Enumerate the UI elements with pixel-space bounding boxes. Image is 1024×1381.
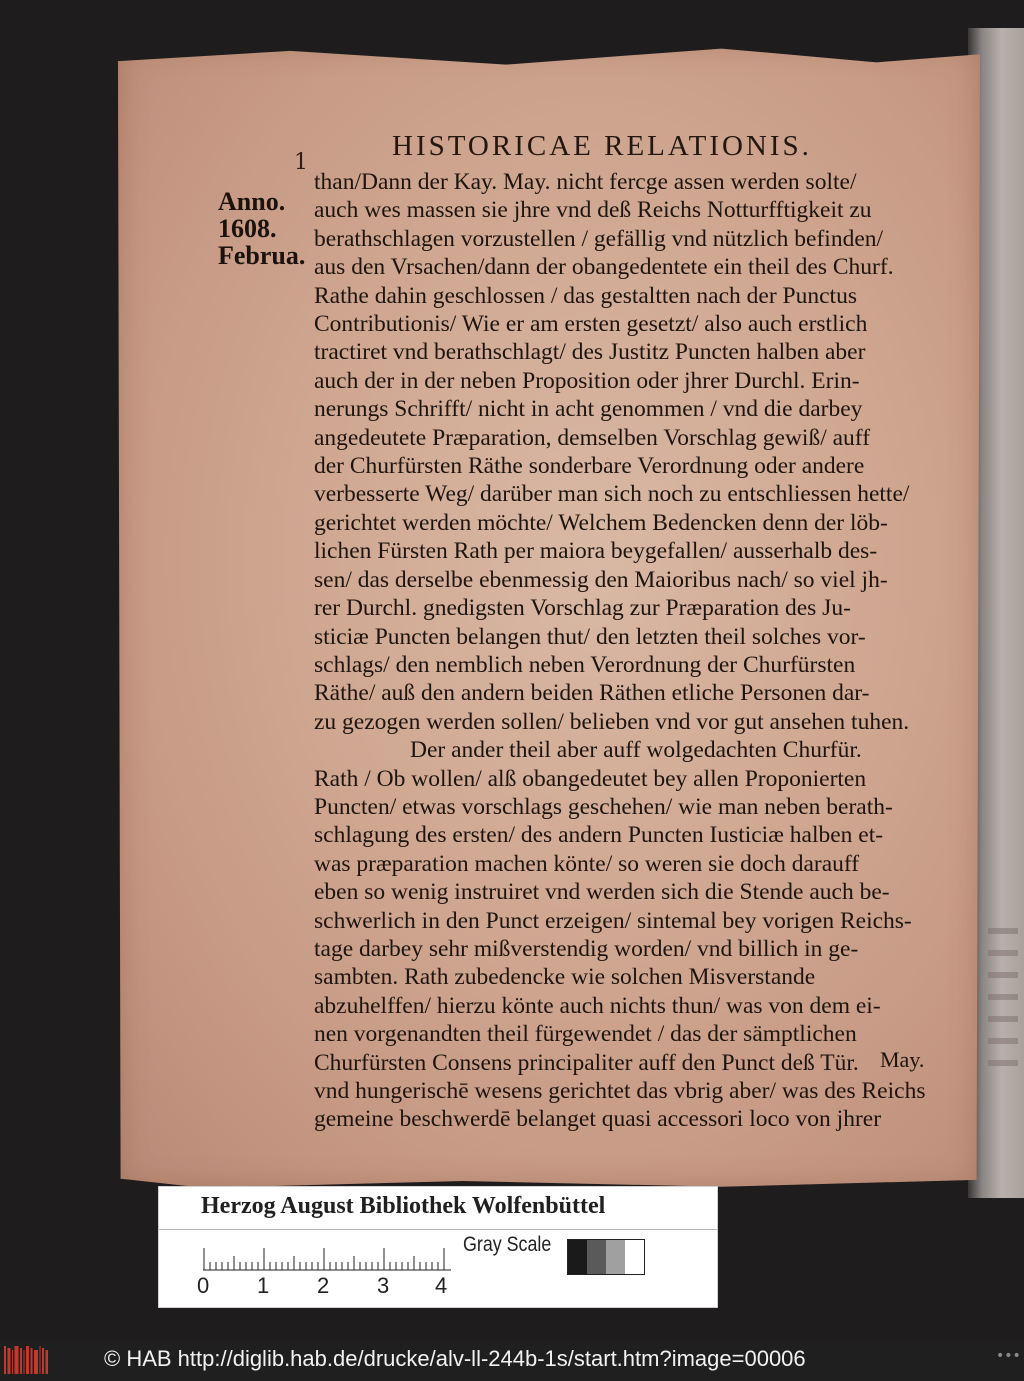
footer-bar: [0, 1340, 1024, 1381]
copyright-url[interactable]: © HAB http://diglib.hab.de/drucke/alv-ll-244b-1s/start.htm?image=00006: [104, 1346, 806, 1371]
running-head: HISTORICAE RELATIONIS.: [392, 130, 812, 162]
text-line: auch der in der neben Proposition oder jhrer Durchl. Erin-: [314, 367, 860, 394]
ruler-label: 2: [317, 1273, 330, 1298]
text-line: Churfürsten Consens principaliter auff den Punct deß Tür.: [314, 1049, 859, 1076]
logo-bar: [34, 1350, 38, 1374]
ruler-scale-icon: [203, 1237, 453, 1271]
text-line: Rathe dahin geschlossen / das gestaltten nach der Punctus: [314, 282, 857, 309]
text-line: sambten. Rath zubedencke wie solchen Misverstande: [314, 964, 816, 991]
page-number: 1: [294, 150, 308, 175]
text-line: zu gezogen werden sollen/ belieben vnd vor gut ansehen tuhen.: [314, 708, 910, 735]
text-line: schlags/ den nemblich neben Verordnung der Churfürsten: [314, 651, 856, 678]
text-line: Puncten/ etwas vorschlags geschehen/ wie man neben berath-: [314, 793, 893, 820]
text-line: Rath / Ob wollen/ alß obangedeutet bey allen Proponierten: [314, 765, 867, 792]
text-line: schlagung des ersten/ des andern Puncten Iusticiæ halben et-: [314, 822, 884, 849]
logo-bar: [12, 1350, 13, 1374]
card-divider: [159, 1229, 717, 1230]
text-line: lichen Fürsten Rath per maiora beygefallen/ ausserhalb des-: [314, 538, 878, 565]
logo-bar: [20, 1348, 22, 1374]
institution-name: Herzog August Bibliothek Wolfenbüttel: [201, 1193, 606, 1219]
gray-swatch: [606, 1240, 625, 1274]
text-line: berathschlagen vorzustellen / gefällig vnd nützlich befinden/: [314, 225, 884, 252]
catchword: May.: [880, 1047, 925, 1072]
text-line: tage darbey sehr mißverstendig worden/ vnd billich in ge-: [314, 935, 859, 962]
margin-note-line: Februa.: [218, 241, 306, 270]
logo-bar: [8, 1348, 11, 1374]
text-line: nen vorgenandten theil fürgewendet / das der sämptlichen: [314, 1021, 857, 1048]
text-line: sticiæ Puncten belangen thut/ den letzten theil solches vor-: [314, 623, 866, 650]
text-line: gemeine beschwerdē belanget quasi accessori loco von jhrer: [314, 1106, 882, 1133]
body-text: [314, 168, 954, 1134]
text-line: gerichtet werden möchte/ Welchem Bedencken denn der löb-: [314, 509, 888, 536]
logo-bar: [4, 1346, 6, 1374]
ruler-labels: [197, 1273, 477, 1301]
text-line: der Churfürsten Räthe sonderbare Verordnung oder andere: [314, 453, 865, 480]
logo-bar: [26, 1346, 29, 1374]
margin-note-line: 1608.: [218, 214, 277, 243]
text-line: tractiret vnd berathschlagt/ des Justitz Puncten halben aber: [314, 339, 866, 366]
gray-scale-swatches: [567, 1239, 645, 1275]
text-line: Contributionis/ Wie er am ersten gesetzt/ also auch erstlich: [314, 311, 868, 338]
gray-scale-label: Gray Scale: [463, 1233, 552, 1256]
text-line: than/Dann der Kay. May. nicht fercge assen werden solte/: [314, 169, 857, 195]
text-line: vnd hungerischē wesens gerichtet das vbrig aber/ was des Reichs: [314, 1078, 926, 1104]
text-line: eben so wenig instruiret vnd werden sich die Stende auch be-: [314, 879, 890, 906]
text-line: Der ander theil aber auff wolgedachten Churfür.: [410, 737, 862, 764]
gray-swatch: [587, 1240, 606, 1274]
logo-bar: [40, 1346, 41, 1374]
ellipsis-icon[interactable]: •••: [996, 1348, 1021, 1364]
text-line: aus den Vrsachen/dann der obangedentete ein theil des Churf.: [314, 254, 894, 281]
margin-note: [218, 188, 318, 269]
gray-swatch: [625, 1240, 644, 1274]
logo-bar: [31, 1348, 33, 1374]
ruler-label: 0: [197, 1273, 210, 1298]
text-line: Räthe/ auß den andern beiden Räthen etliche Personen dar-: [314, 680, 870, 707]
text-line: auch wes massen sie jhre vnd deß Reichs Notturfftigkeit zu: [314, 197, 872, 224]
text-line: schwerlich in den Punct erzeigen/ sintemal bey vorigen Reichs-: [314, 907, 912, 934]
calibration-card: [158, 1186, 718, 1308]
logo-bar: [46, 1350, 49, 1374]
text-line: abzuhelffen/ hierzu könte auch nichts thun/ was von dem ei-: [314, 992, 881, 1019]
logo-bar: [24, 1350, 25, 1374]
margin-note-line: Anno.: [218, 187, 286, 216]
text-line: sen/ das derselbe ebenmessig den Maioribus nach/ so viel jh-: [314, 566, 888, 593]
text-line: nerungs Schrifft/ nicht in acht genommen / vnd die darbey: [314, 396, 863, 423]
text-line: rer Durchl. gnedigsten Vorschlag zur Præparation des Ju-: [314, 595, 851, 622]
ruler-label: 4: [435, 1273, 448, 1298]
ruler-label: 3: [377, 1273, 390, 1298]
text-line: angedeutete Præparation, demselben Vorschlag gewiß/ auff: [314, 424, 871, 451]
logo-bar: [42, 1348, 44, 1374]
text-line: was præparation machen könte/ so weren sie doch darauff: [314, 850, 860, 877]
adjacent-page-text-ghost: [988, 928, 1018, 1068]
hab-barcode-logo-icon: [4, 1344, 48, 1376]
ruler-label: 1: [257, 1273, 270, 1298]
gray-swatch: [568, 1240, 587, 1274]
text-line: verbesserte Weg/ darüber man sich noch zu entschliessen hette/: [314, 481, 910, 508]
logo-bar: [15, 1346, 19, 1374]
